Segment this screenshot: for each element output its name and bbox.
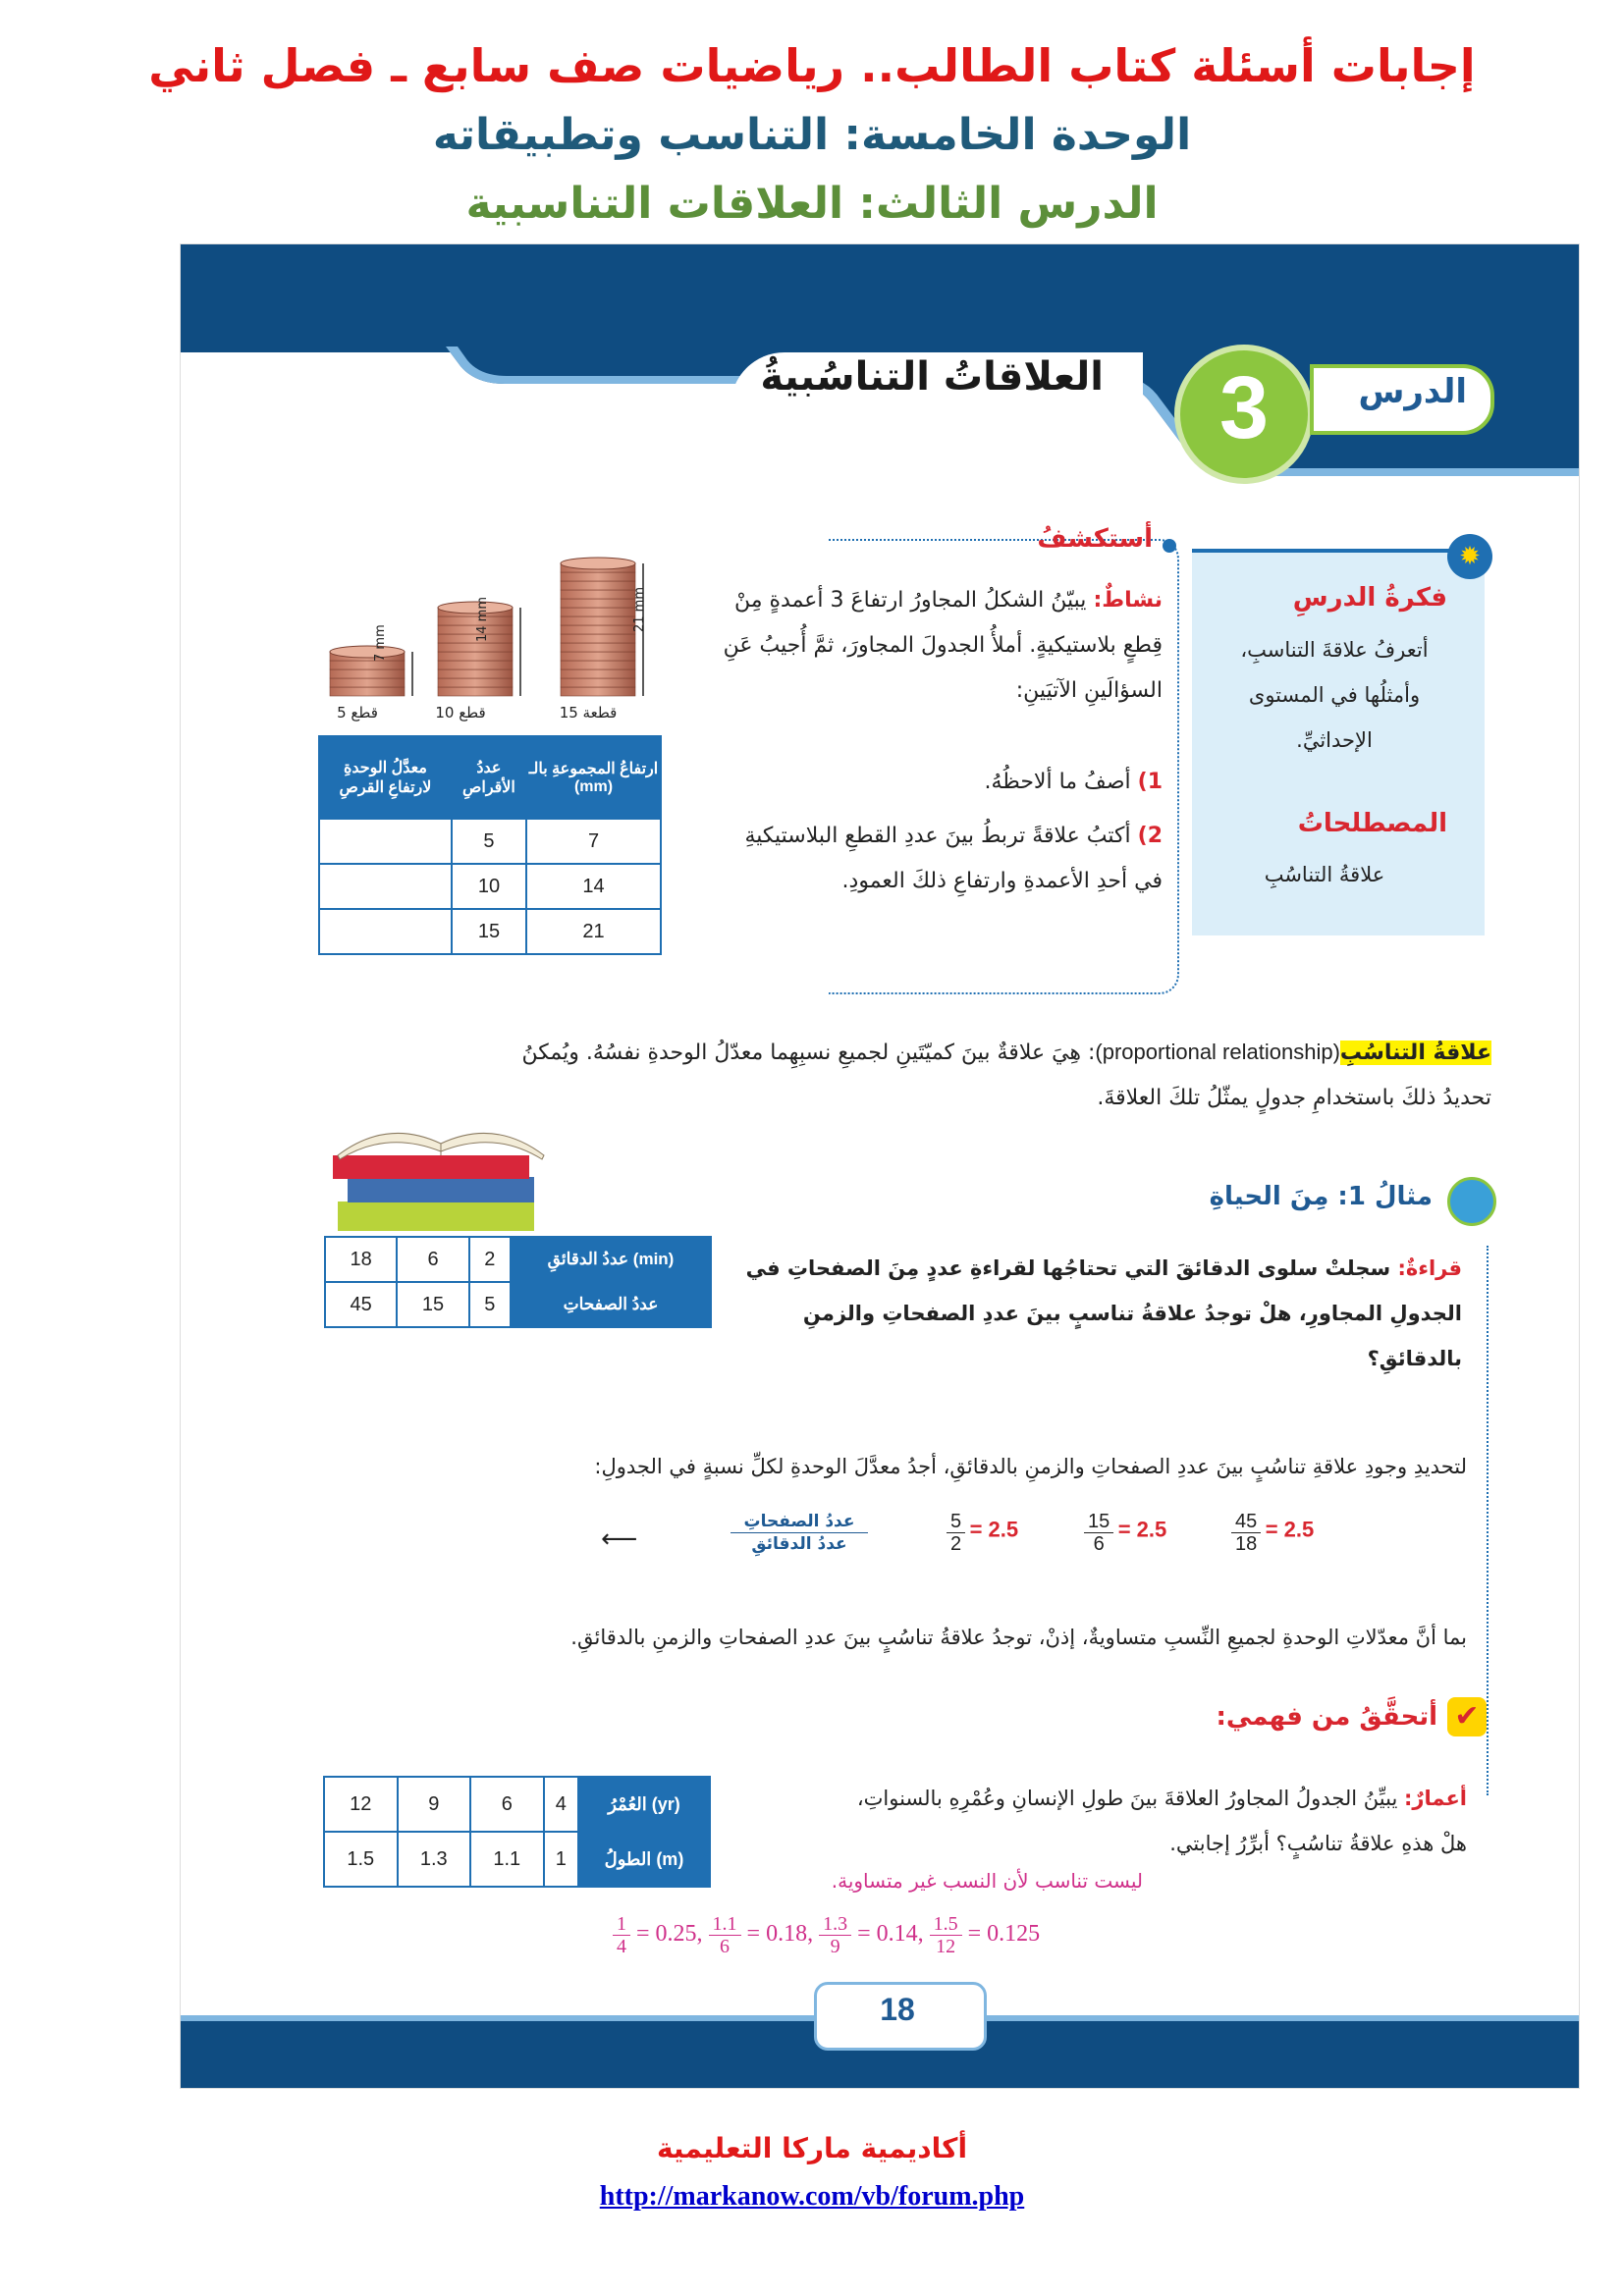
coin-stacks-figure — [313, 490, 667, 735]
ratio-definition — [731, 1511, 868, 1555]
explore-q1 — [711, 760, 1163, 805]
cell-rate-2[interactable] — [319, 864, 452, 909]
example-conclusion: بما أنَّ معدّلاتِ الوحدةِ لجميعِ النِّسبِ متساويةٌ، إذنْ، توجدُ علاقةُ تناسُبٍ بينَ عددِ الصفحاتِ والزمنِ بالدقائقِ. — [570, 1626, 1467, 1649]
coin-disc — [561, 687, 635, 696]
check-label: أعمارٌ: — [1404, 1787, 1467, 1810]
definition-text-2: تحديدُ ذلكَ باستخدامِ جدولٍ يمثّلُ تلكَ العلاقةَ. — [1097, 1086, 1491, 1110]
example-title: مثالُ 1: مِنَ الحياةِ — [1209, 1182, 1433, 1211]
check-answer: ليست تناسب لأن النسب غير متساوية. — [831, 1869, 1143, 1893]
fraction-1-den: 2 — [950, 1533, 962, 1555]
height-2: 1.1 — [470, 1832, 544, 1887]
check-text-2: هلْ هذهِ علاقةُ تناسُبٍ؟ أبرِّرُ إجابتي. — [1169, 1832, 1467, 1855]
books-illustration — [318, 1108, 564, 1236]
coin-disc — [438, 669, 513, 678]
fraction-3-num: 45 — [1231, 1511, 1261, 1533]
answer-frac-3-den: 9 — [830, 1936, 840, 1957]
answer-frac-2-result: = 0.18, — [746, 1921, 814, 1948]
age-2: 6 — [470, 1777, 544, 1832]
cell-height-1: 7 — [526, 819, 661, 864]
explore-table — [318, 735, 662, 955]
unit-title: الوحدة الخامسة: التناسب وتطبيقاته — [432, 110, 1192, 160]
cell-rate-1[interactable] — [319, 819, 452, 864]
footer-link[interactable]: http://markanow.com/vb/forum.php — [599, 2181, 1025, 2212]
fraction-2-den: 6 — [1093, 1533, 1105, 1555]
q1-text: أصفُ ما ألاحظُهُ. — [984, 770, 1131, 794]
header-disc-count: عددُ الأقراصِ — [452, 736, 526, 819]
fraction-1-result: = 2.5 — [969, 1517, 1019, 1542]
globe-icon — [1447, 1177, 1496, 1226]
coin-disc — [438, 643, 513, 652]
coin-disc — [561, 581, 635, 590]
answer-frac-4-num: 1.5 — [930, 1913, 962, 1936]
solution-intro: لتحديدِ وجودِ علاقةِ تناسُبٍ بينَ عددِ الصفحاتِ والزمنِ بالدقائقِ، أجدُ معدَّلَ الوحدةِ لكلِّ نسبةٍ في الجدولِ: — [594, 1455, 1467, 1478]
pages-label: عددُ الصفحاتِ — [511, 1282, 711, 1327]
age-label: العُمْرُ (yr) — [578, 1777, 710, 1832]
fraction-2-result: = 2.5 — [1117, 1517, 1167, 1542]
activity-label: نشاطٌ: — [1093, 588, 1163, 613]
page-number: 18 — [880, 1992, 915, 2027]
cell-count-2: 10 — [452, 864, 526, 909]
fraction-2-num: 15 — [1084, 1511, 1113, 1533]
coin-disc — [561, 678, 635, 687]
idea-title: فكرةُ الدرسِ — [1292, 583, 1447, 613]
coin-disc — [561, 608, 635, 616]
example-label: قراءةٌ: — [1397, 1256, 1462, 1280]
minutes-2: 6 — [397, 1237, 468, 1282]
explore-title: أستكشفُ — [1037, 524, 1153, 554]
minutes-3: 18 — [325, 1237, 397, 1282]
coin-disc — [561, 599, 635, 608]
age-1: 4 — [544, 1777, 578, 1832]
check-table — [323, 1776, 711, 1888]
cell-rate-3[interactable] — [319, 909, 452, 954]
fraction-3 — [1231, 1511, 1314, 1555]
fraction-3-den: 18 — [1235, 1533, 1258, 1555]
cell-count-1: 5 — [452, 819, 526, 864]
check-icon: ✔ — [1447, 1697, 1487, 1736]
lesson-number: 3 — [1218, 359, 1270, 457]
answer-frac-1-den: 4 — [617, 1936, 626, 1957]
coin-disc — [561, 616, 635, 625]
height-4: 1.5 — [324, 1832, 398, 1887]
coin-stack-top — [561, 558, 635, 569]
page-header-title: إجابات أسئلة كتاب الطالب.. رياضيات صف سابع ـ فصل ثاني — [148, 39, 1476, 92]
example-text: سجلتْ سلوى الدقائقَ التي تحتاجُها لقراءةِ عددٍ مِنَ الصفحاتِ في الجدولِ المجاورِ، هلْ توجدُ علاقةُ تناسبٍ بينَ عددِ الصفحاتِ والزمنِ بالدقائقِ؟ — [745, 1256, 1462, 1370]
explore-dot — [1163, 539, 1176, 553]
coin-disc — [438, 687, 513, 696]
answer-frac-3-num: 1.3 — [819, 1913, 851, 1936]
activity-text: يبيّنُ الشكلُ المجاورُ ارتفاعَ 3 أعمدةٍ مِنْ قِطعٍ بلاستيكيةٍ. أملأُ الجدولَ المجاورَ، ثمَّ أُجيبُ عَنِ السؤالَينِ الآتيَينِ: — [723, 588, 1163, 703]
coin-disc — [330, 687, 405, 696]
minutes-label: عددُ الدقائقِ (min) — [511, 1237, 711, 1282]
ratio-numerator: عددُ الصفحاتِ — [731, 1511, 868, 1533]
q2-number: 2) — [1137, 824, 1163, 848]
coin-stack-top — [330, 646, 405, 658]
fraction-1-num: 5 — [947, 1511, 965, 1533]
coin-disc — [438, 652, 513, 661]
cell-height-3: 21 — [526, 909, 661, 954]
arrow-icon: ⟵ — [601, 1524, 638, 1554]
header-unit-rate: معدَّلُ الوحدةِ لارتفاعِ القرصِ — [319, 736, 452, 819]
header-height: ارتفاعُ المجموعةِ بالـ (mm) — [526, 736, 661, 819]
answer-frac-1-num: 1 — [613, 1913, 630, 1936]
coin-disc — [438, 661, 513, 669]
coin-disc — [561, 652, 635, 661]
ratio-fractions — [947, 1511, 1388, 1570]
coin-disc — [561, 590, 635, 599]
footer-academy: أكاديمية ماركا التعليمية — [656, 2132, 968, 2164]
lesson-title: الدرس الثالث: العلاقات التناسبية — [465, 179, 1159, 229]
fraction-3-result: = 2.5 — [1265, 1517, 1315, 1542]
pages-2: 15 — [397, 1282, 468, 1327]
pages-3: 45 — [325, 1282, 397, 1327]
explore-q2 — [711, 814, 1163, 904]
fraction-2 — [1084, 1511, 1166, 1555]
coin-disc — [561, 643, 635, 652]
height-label-14: 14 mm — [475, 596, 490, 642]
answer-frac-4-den: 12 — [936, 1936, 956, 1957]
coin-disc — [330, 678, 405, 687]
answer-frac-1-result: = 0.25, — [636, 1921, 703, 1948]
fraction-1 — [947, 1511, 1018, 1555]
ratio-denominator: عددُ الدقائقِ — [751, 1534, 847, 1554]
height-label-21: 21 mm — [632, 586, 647, 632]
q1-number: 1) — [1137, 770, 1163, 794]
minutes-1: 2 — [469, 1237, 511, 1282]
explore-activity — [711, 578, 1163, 714]
age-4: 12 — [324, 1777, 398, 1832]
height-1: 1 — [544, 1832, 578, 1887]
stack-label-15: 15 قطعة — [559, 704, 618, 721]
terms-title: المصطلحاتُ — [1297, 809, 1447, 838]
answer-frac-2-den: 6 — [720, 1936, 731, 1957]
answer-frac-2-num: 1.1 — [709, 1913, 741, 1936]
coin-disc — [561, 572, 635, 581]
definition-english: (proportional relationship) — [1095, 1040, 1340, 1064]
age-3: 9 — [398, 1777, 471, 1832]
answer-fractions — [613, 1913, 1398, 1972]
coin-disc — [438, 678, 513, 687]
idea-text: أتعرفُ علاقةَ التناسبِ، وأمثلُها في المستوى الإحداثيِّ. — [1240, 638, 1429, 752]
check-title: أتحقَّقُ من فهمي: — [1216, 1702, 1437, 1732]
coin-disc — [561, 669, 635, 678]
banner-lesson-title: العلاقاتُ التناسُبيةُ — [760, 354, 1104, 400]
height-label-7: 7 mm — [373, 624, 388, 662]
height-label: الطولُ (m) — [578, 1832, 710, 1887]
coin-disc — [561, 634, 635, 643]
pages-1: 5 — [469, 1282, 511, 1327]
terms-text: علاقةُ التناسُبِ — [1264, 863, 1385, 886]
coin-disc — [561, 661, 635, 669]
cell-count-3: 15 — [452, 909, 526, 954]
example-problem — [740, 1246, 1462, 1381]
coin-disc — [561, 625, 635, 634]
stack-label-5: 5 قطع — [337, 704, 378, 721]
check-problem — [731, 1776, 1467, 1866]
definition-text: : هِيَ علاقةٌ بينَ كميّتَينِ لجميعِ نسبِهِما معدّلُ الوحدةِ نفسُهُ. ويُمكنُ — [521, 1041, 1096, 1065]
answer-frac-4-result: = 0.125 — [967, 1921, 1041, 1948]
check-text-1: يبيِّنُ الجدولُ المجاورُ العلاقةَ بينَ طولِ الإنسانِ وعُمْرِهِ بالسنواتِ، — [856, 1787, 1398, 1810]
height-3: 1.3 — [398, 1832, 471, 1887]
coin-disc — [330, 669, 405, 678]
example-table — [324, 1236, 712, 1328]
book-page — [180, 243, 1580, 2089]
coin-disc — [330, 661, 405, 669]
top-band — [181, 244, 1579, 352]
stack-label-10: 10 قطع — [435, 704, 486, 721]
lesson-word: الدرس — [1358, 372, 1467, 411]
definition-term: علاقةُ التناسُبِ — [1339, 1041, 1491, 1065]
answer-frac-3-result: = 0.14, — [857, 1921, 924, 1948]
lightbulb-icon: ✹ — [1447, 534, 1492, 579]
q2-text: أكتبُ علاقةً تربطُ بينَ عددِ القطعِ البلاستيكيةِ في أحدِ الأعمدةِ وارتفاعِ ذلكَ العمودِ. — [744, 824, 1163, 893]
cell-height-2: 14 — [526, 864, 661, 909]
